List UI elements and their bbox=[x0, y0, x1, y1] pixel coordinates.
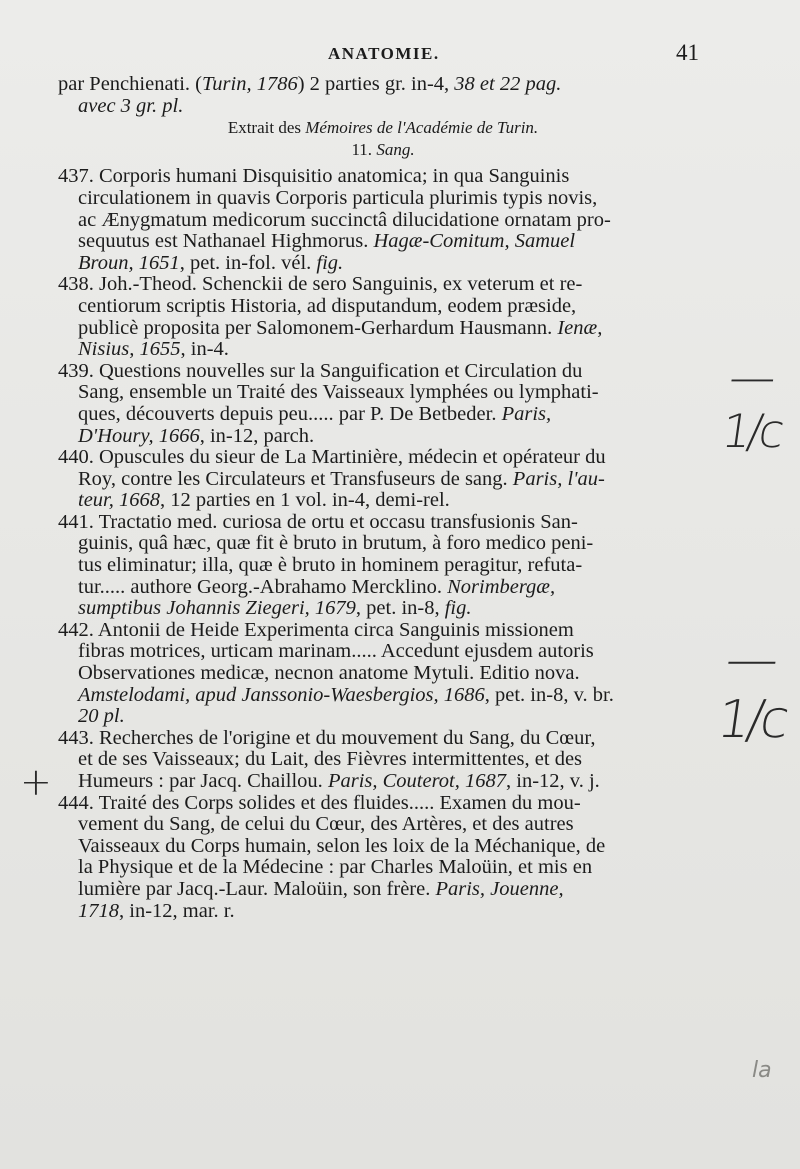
handwritten-annotation: + bbox=[20, 760, 52, 804]
text-line: Sang, ensemble un Traité des Vaisseaux lymphées ou lymphati- bbox=[78, 381, 599, 404]
page-number: 41 bbox=[676, 40, 699, 65]
text-line: Humeurs : par Jacq. Chaillou. Paris, Couterot, 1687, in-12, v. j. bbox=[78, 770, 600, 792]
text-line: ac Ænygmatum medicorum succinctâ dilucidatione ornatam pro- bbox=[78, 208, 611, 231]
text-line: centiorum scriptis Historia, ad disputandum, eodem præside, bbox=[78, 294, 577, 317]
text-line: lumière par Jacq.-Laur. Maloüin, son frère. Paris, Jouenne, bbox=[78, 877, 564, 900]
text-line: ques, découverts depuis peu..... par P. De Betbeder. Paris, bbox=[78, 402, 552, 425]
text-line: tur..... authore Georg.-Abrahamo Mercklino. Norimbergæ, bbox=[78, 575, 556, 598]
entry-first-line: 441. Tractatio med. curiosa de ortu et occasu transfusionis San- bbox=[58, 510, 578, 533]
text-line: Nisius, 1655, in-4. bbox=[78, 338, 229, 361]
text-line: Roy, contre les Circulateurs et Transfuseurs de sang. Paris, l'au- bbox=[78, 467, 605, 490]
entry-first-line: par Penchienati. (Turin, 1786) 2 parties gr. in-4, 38 et 22 pag. bbox=[58, 73, 562, 95]
text-line: teur, 1668, 12 parties en 1 vol. in-4, demi-rel. bbox=[78, 489, 450, 512]
text-line: guinis, quâ hæc, quæ fit è bruto in brutum, à foro medico peni- bbox=[78, 532, 594, 555]
text-line: 11. Sang. bbox=[351, 139, 415, 159]
text-line: Amstelodami, apud Janssonio-Waesbergios, 1686, pet. in-8, v. br. bbox=[78, 683, 614, 706]
text-line: avec 3 gr. pl. bbox=[78, 94, 184, 117]
text-line: vement du Sang, de celui du Cœur, des Artères, et des autres bbox=[78, 813, 574, 836]
text-line: tus eliminatur; illa, quæ è bruto in hominem peragitur, refuta- bbox=[78, 554, 583, 577]
handwritten-annotation: — 1/c bbox=[718, 350, 785, 458]
entry-first-line: 443. Recherches de l'origine et du mouvement du Sang, du Cœur, bbox=[58, 726, 596, 749]
text-line: Vaisseaux du Corps humain, selon les loix de la Méchanique, de bbox=[78, 834, 606, 857]
text-line: sumptibus Johannis Ziegeri, 1679, pet. in-8, fig. bbox=[78, 597, 472, 620]
entry-first-line: 442. Antonii de Heide Experimenta circa Sanguinis missionem bbox=[58, 618, 574, 641]
text-line: D'Houry, 1666, in-12, parch. bbox=[78, 424, 315, 447]
text-line: et de ses Vaisseaux; du Lait, des Fièvres intermittentes, et des bbox=[78, 748, 583, 771]
text-line: la Physique et de la Médecine : par Charles Maloüin, et mis en bbox=[78, 856, 593, 879]
entry-first-line: 440. Opuscules du sieur de La Martinière, médecin et opérateur du bbox=[58, 446, 606, 469]
running-head-title: ANATOMIE. bbox=[328, 44, 440, 63]
text-line: fibras motrices, urticam marinam..... Accedunt ejusdem autoris bbox=[78, 640, 594, 663]
text-line: Extrait des Mémoires de l'Académie de Turin. bbox=[227, 118, 539, 138]
entry-first-line: 439. Questions nouvelles sur la Sanguification et Circulation du bbox=[58, 359, 583, 382]
text-line: publicè proposita per Salomonem-Gerhardum Hausmann. Ienæ, bbox=[78, 316, 603, 339]
entry-first-line: 444. Traité des Corps solides et des fluides..... Examen du mou- bbox=[58, 791, 581, 814]
bibliography-text bbox=[58, 74, 708, 922]
entry-first-line: 437. Corporis humani Disquisitio anatomica; in qua Sanguinis bbox=[58, 165, 570, 188]
handwritten-annotation: — 1/c bbox=[713, 630, 790, 750]
entry-first-line: 438. Joh.-Theod. Schenckii de sero Sanguinis, ex veterum et re- bbox=[58, 273, 583, 296]
text-line: 1718, in-12, mar. r. bbox=[78, 899, 235, 922]
text-line: 20 pl. bbox=[78, 705, 125, 728]
text-line: Observationes medicæ, necnon anatome Mytuli. Editio nova. bbox=[78, 662, 580, 685]
text-line: Broun, 1651, pet. in-fol. vél. fig. bbox=[78, 251, 344, 274]
running-head bbox=[0, 40, 800, 70]
text-line: sequutus est Nathanael Highmorus. Hagæ-Comitum, Samuel bbox=[78, 230, 576, 253]
text-line: circulationem in quavis Corporis particula plurimis typis novis, bbox=[78, 186, 598, 209]
handwritten-annotation: la bbox=[752, 1058, 772, 1083]
